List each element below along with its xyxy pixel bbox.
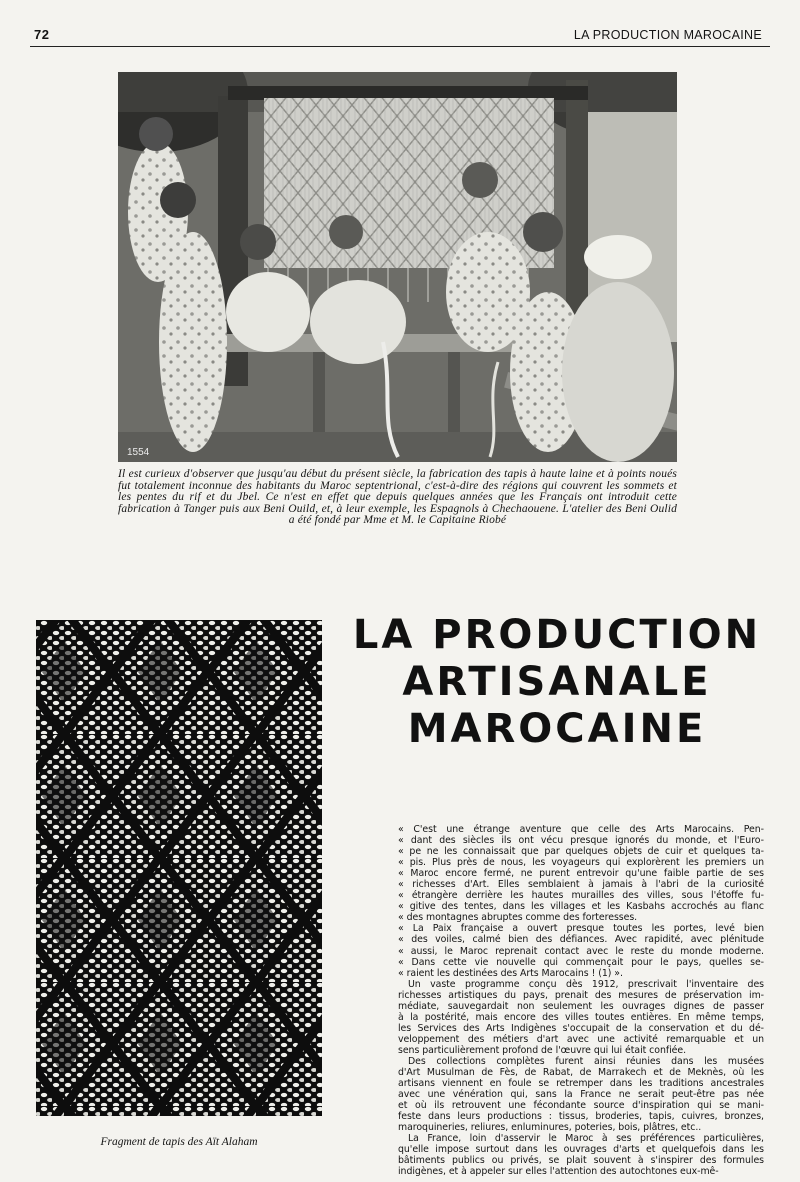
body-line: « raient les destinées des Arts Marocains ! (1) ». [398, 967, 623, 979]
body-line: « pis. Plus près de nous, les voyageurs qui explorèrent les premiers un [398, 857, 764, 869]
header-rule [30, 46, 770, 47]
body-line: richesses artistiques du pays, prenait des mesures de préservation im- [398, 989, 764, 1001]
title-line: LA PRODUCTION [352, 612, 762, 658]
body-line: avec une vénération qui, sans la France ne serait peut-être pas née [398, 1089, 764, 1101]
body-line: sens particulièrement profond de l'œuvre qui lui était confiée. [398, 1044, 687, 1056]
body-line: artisans viennent en foule se retremper dans les traditions ancestrales [398, 1078, 764, 1090]
body-line: « des voiles, calmé bien des défiances. Avec rapidité, avec plénitude [398, 934, 764, 946]
rug-pattern-drawing [36, 620, 322, 1116]
photo-print-id: 1554 [127, 447, 150, 458]
top-photo-caption: Il est curieux d'observer que jusqu'au début du présent siècle, la fabrication des tapis à haute laine et à points noués fut totalement inconnue des habitants du Maroc septentrional, c'est-à-dire des régions qui couvrent les sommets et les pentes du rif et du Jbel. Ce n'est en effet que depuis quelques années que les Français ont introduit cette fabrication à Tanger puis aux Beni Ouild, et, à leur exemple, les Espagnols à Chechaouene. L'atelier des Beni Oulid a été fondé par Mme et M. le Capitaine Riobé [118, 468, 677, 526]
article-body [398, 824, 764, 1178]
body-line: Un vaste programme conçu dès 1912, prescrivait l'inventaire des [408, 978, 764, 990]
weavers-photo-drawing [118, 72, 677, 462]
title-line: ARTISANALE [402, 659, 712, 705]
rug-photo-caption: Fragment de tapis des Aït Alaham [100, 1136, 258, 1148]
body-line: « pe ne les connaissait que par quelques objets de cuir et quelques ta- [398, 846, 764, 858]
body-line: « étrangère derrière les hautes murailles des villes, sous l'étoffe fu- [398, 890, 764, 902]
page-number: 72 [34, 27, 50, 42]
body-line: médiate, sauvegardait non seulement les ouvrages dignes de passer [398, 1000, 764, 1012]
body-line: « Maroc encore fermé, ne purent entrevoir qu'une faible partie de ses [398, 868, 764, 880]
body-line: indigènes, et à appeler sur elles l'attention des autochtones eux-mê- [398, 1166, 719, 1178]
body-line: « Dans cette vie nouvelle qui commençait pour le pays, quelles se- [398, 956, 764, 968]
rug-fragment-photo [36, 620, 322, 1116]
body-line: « richesses d'Art. Elles semblaient à jamais à l'abri de la curiosité [398, 879, 764, 891]
body-line: qu'elle impose surtout dans les ouvrages d'arts et quelquefois dans les [398, 1144, 764, 1156]
body-line: maroquineries, reliures, enluminures, poteries, bois, plâtres, etc.. [398, 1122, 702, 1134]
body-line: d'Art Musulman de Fès, de Rabat, de Marrakech et de Meknès, où les [398, 1067, 764, 1079]
body-line: veloppement des métiers d'art avec une activité remarquable et un [398, 1033, 764, 1045]
weavers-photo [118, 72, 677, 462]
running-title: LA PRODUCTION MAROCAINE [573, 28, 762, 42]
body-line: « gitive des tentes, dans les villages et les Kasbahs accrochés au flanc [398, 901, 764, 913]
body-line: « C'est une étrange aventure que celle des Arts Marocains. Pen- [398, 824, 764, 835]
body-line: « dant des siècles ils ont vécu presque ignorés du monde, et l'Euro- [398, 835, 764, 847]
body-line: « La Paix française a ouvert presque toutes les portes, levé bien [398, 923, 764, 935]
body-line: à la postérité, mais encore des villes toutes entières. En même temps, [398, 1011, 764, 1023]
body-line: La France, loin d'asservir le Maroc à ses préférences particulières, [408, 1133, 764, 1145]
body-line: les Services des Arts Indigènes s'occupait de la conservation et du dé- [398, 1022, 764, 1034]
body-line: bâtiments publics ou privés, se plait souvent à s'inspirer des formules [398, 1155, 764, 1167]
article-title [352, 612, 762, 753]
body-line: Des collections complètes furent ainsi réunies dans les musées [408, 1055, 764, 1067]
body-line: « aussi, le Maroc reprenait contact avec le reste du monde moderne. [398, 945, 764, 957]
body-line: « des montagnes abruptes comme des forteresses. [398, 912, 638, 924]
title-line: MAROCAINE [407, 706, 707, 752]
body-line: et où ils retrouvent une fécondante source d'inspiration qui se mani- [398, 1100, 764, 1112]
body-line: feste dans leurs productions : tissus, broderies, tapis, cuivres, bronzes, [398, 1111, 764, 1123]
